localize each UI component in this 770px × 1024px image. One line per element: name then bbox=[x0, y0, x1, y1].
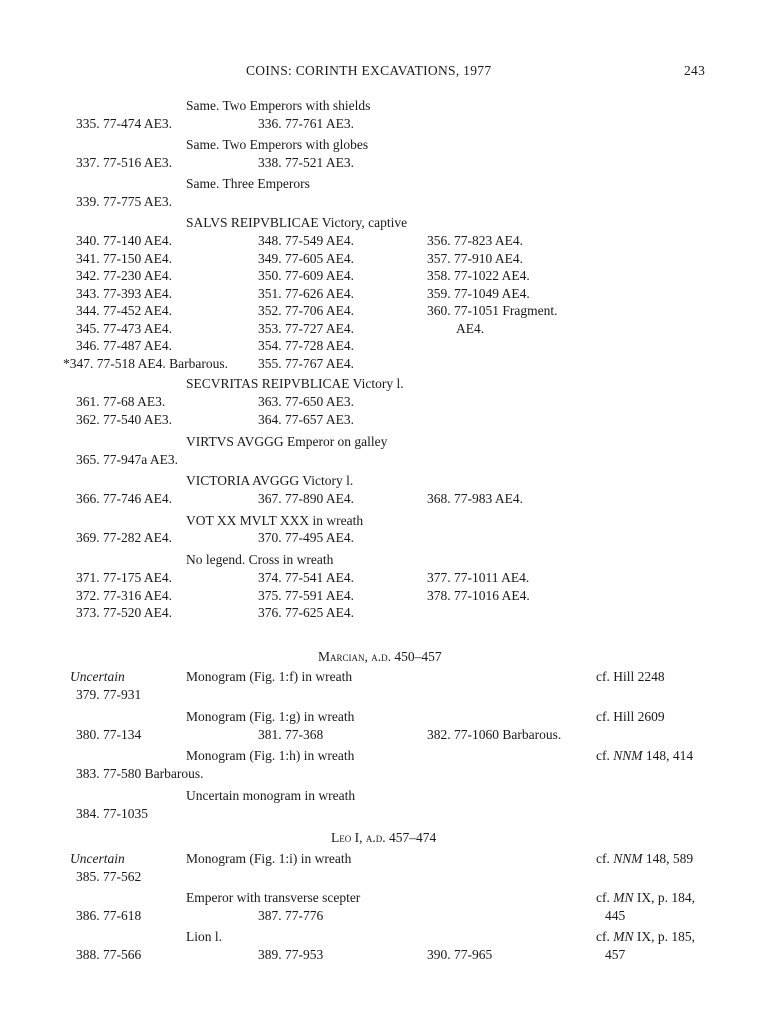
coin-entry: 349. 77-605 AE4. bbox=[258, 251, 354, 266]
legend-two-emperors-globes: Same. Two Emperors with globes bbox=[186, 137, 369, 152]
reference-citation: cf. Hill 2609 bbox=[596, 709, 665, 724]
coin-entry: 356. 77-823 AE4. bbox=[427, 233, 523, 248]
coin-entry: 384. 77-1035 bbox=[76, 806, 148, 821]
coin-entry: 390. 77-965 bbox=[427, 947, 493, 962]
coin-entry: 372. 77-316 AE4. bbox=[76, 588, 172, 603]
coin-entry: 343. 77-393 AE4. bbox=[76, 286, 172, 301]
coin-entry: 348. 77-549 AE4. bbox=[258, 233, 354, 248]
legend-cross-in-wreath: No legend. Cross in wreath bbox=[186, 552, 334, 567]
coin-entry: 339. 77-775 AE3. bbox=[76, 194, 172, 209]
coin-entry: 373. 77-520 AE4. bbox=[76, 605, 172, 620]
coin-entry: 361. 77-68 AE3. bbox=[76, 394, 166, 409]
coin-entry: 345. 77-473 AE4. bbox=[76, 321, 172, 336]
coin-entry: 340. 77-140 AE4. bbox=[76, 233, 172, 248]
legend-monogram-f: Monogram (Fig. 1:f) in wreath bbox=[186, 669, 353, 684]
coin-entry: *347. 77-518 AE4. Barbarous. bbox=[63, 356, 228, 371]
reference-citation: cf. NNM 148, 589 bbox=[596, 851, 694, 866]
coin-entry: 359. 77-1049 AE4. bbox=[427, 286, 530, 301]
legend-lion: Lion l. bbox=[186, 929, 222, 944]
legend-three-emperors: Same. Three Emperors bbox=[186, 176, 310, 191]
reference-citation-continuation: 445 bbox=[605, 908, 626, 923]
coin-entry: 371. 77-175 AE4. bbox=[76, 570, 172, 585]
section-heading-leo-i: Leo I, a.d. 457–474 bbox=[331, 830, 437, 845]
coin-entry: 342. 77-230 AE4. bbox=[76, 268, 172, 283]
coin-entry: 369. 77-282 AE4. bbox=[76, 530, 172, 545]
reference-citation: cf. MN IX, p. 185, bbox=[596, 929, 695, 944]
legend-two-emperors-shields: Same. Two Emperors with shields bbox=[186, 98, 371, 113]
coin-entry: 337. 77-516 AE3. bbox=[76, 155, 172, 170]
coin-entry: 389. 77-953 bbox=[258, 947, 324, 962]
coin-entry: 381. 77-368 bbox=[258, 727, 324, 742]
coin-entry: 355. 77-767 AE4. bbox=[258, 356, 354, 371]
coin-entry: 341. 77-150 AE4. bbox=[76, 251, 172, 266]
legend-monogram-g: Monogram (Fig. 1:g) in wreath bbox=[186, 709, 355, 724]
coin-entry: 388. 77-566 bbox=[76, 947, 142, 962]
coin-entry: 353. 77-727 AE4. bbox=[258, 321, 354, 336]
coin-entry: 352. 77-706 AE4. bbox=[258, 303, 354, 318]
coin-entry: 364. 77-657 AE3. bbox=[258, 412, 354, 427]
page-number: 243 bbox=[684, 63, 706, 78]
coin-entry: 368. 77-983 AE4. bbox=[427, 491, 523, 506]
coin-entry: 387. 77-776 bbox=[258, 908, 324, 923]
coin-entry: 382. 77-1060 Barbarous. bbox=[427, 727, 562, 742]
legend-monogram-h: Monogram (Fig. 1:h) in wreath bbox=[186, 748, 355, 763]
coin-entry: 360. 77-1051 Fragment. bbox=[427, 303, 558, 318]
coin-entry: 335. 77-474 AE3. bbox=[76, 116, 172, 131]
coin-entry: 365. 77-947a AE3. bbox=[76, 452, 178, 467]
legend-uncertain-monogram: Uncertain monogram in wreath bbox=[186, 788, 356, 803]
coin-entry: 366. 77-746 AE4. bbox=[76, 491, 172, 506]
coin-entry: 376. 77-625 AE4. bbox=[258, 605, 354, 620]
legend-salvs-reipvblicae: SALVS REIPVBLICAE Victory, captive bbox=[186, 215, 408, 230]
coin-entry: 375. 77-591 AE4. bbox=[258, 588, 354, 603]
coin-entry: 358. 77-1022 AE4. bbox=[427, 268, 530, 283]
coin-entry: 363. 77-650 AE3. bbox=[258, 394, 354, 409]
uncertain-label: Uncertain bbox=[70, 851, 125, 866]
coin-entry: 385. 77-562 bbox=[76, 869, 142, 884]
coin-entry: 344. 77-452 AE4. bbox=[76, 303, 172, 318]
coin-entry: 378. 77-1016 AE4. bbox=[427, 588, 530, 603]
coin-entry: 354. 77-728 AE4. bbox=[258, 338, 354, 353]
coin-entry: 386. 77-618 bbox=[76, 908, 142, 923]
legend-vot-xx-mvlt-xxx: VOT XX MVLT XXX in wreath bbox=[186, 513, 364, 528]
legend-virtvs-avggg: VIRTVS AVGGG Emperor on galley bbox=[186, 434, 388, 449]
coin-entry: 367. 77-890 AE4. bbox=[258, 491, 354, 506]
uncertain-label: Uncertain bbox=[70, 669, 125, 684]
coin-entry: 380. 77-134 bbox=[76, 727, 142, 742]
coin-entry: 357. 77-910 AE4. bbox=[427, 251, 523, 266]
coin-entry: 362. 77-540 AE3. bbox=[76, 412, 172, 427]
legend-transverse-scepter: Emperor with transverse scepter bbox=[186, 890, 361, 905]
coin-entry: 370. 77-495 AE4. bbox=[258, 530, 354, 545]
coin-entry: 379. 77-931 bbox=[76, 687, 142, 702]
legend-monogram-i: Monogram (Fig. 1:i) in wreath bbox=[186, 851, 352, 866]
legend-secvritas-reipvblicae: SECVRITAS REIPVBLICAE Victory l. bbox=[186, 376, 404, 391]
section-heading-marcian: Marcian, a.d. 450–457 bbox=[318, 649, 442, 664]
reference-citation: cf. Hill 2248 bbox=[596, 669, 665, 684]
coin-entry: 346. 77-487 AE4. bbox=[76, 338, 172, 353]
reference-citation-continuation: 457 bbox=[605, 947, 626, 962]
coin-entry: 338. 77-521 AE3. bbox=[258, 155, 354, 170]
reference-citation: cf. MN IX, p. 184, bbox=[596, 890, 695, 905]
legend-victoria-avggg: VICTORIA AVGGG Victory l. bbox=[186, 473, 354, 488]
coin-entry: 377. 77-1011 AE4. bbox=[427, 570, 530, 585]
coin-entry-continuation: AE4. bbox=[456, 321, 485, 336]
coin-entry: 374. 77-541 AE4. bbox=[258, 570, 354, 585]
coin-entry: 383. 77-580 Barbarous. bbox=[76, 766, 204, 781]
coin-entry: 351. 77-626 AE4. bbox=[258, 286, 354, 301]
coin-entry: 350. 77-609 AE4. bbox=[258, 268, 354, 283]
coin-entry: 336. 77-761 AE3. bbox=[258, 116, 354, 131]
running-header-title: COINS: CORINTH EXCAVATIONS, 1977 bbox=[246, 63, 492, 78]
reference-citation: cf. NNM 148, 414 bbox=[596, 748, 694, 763]
